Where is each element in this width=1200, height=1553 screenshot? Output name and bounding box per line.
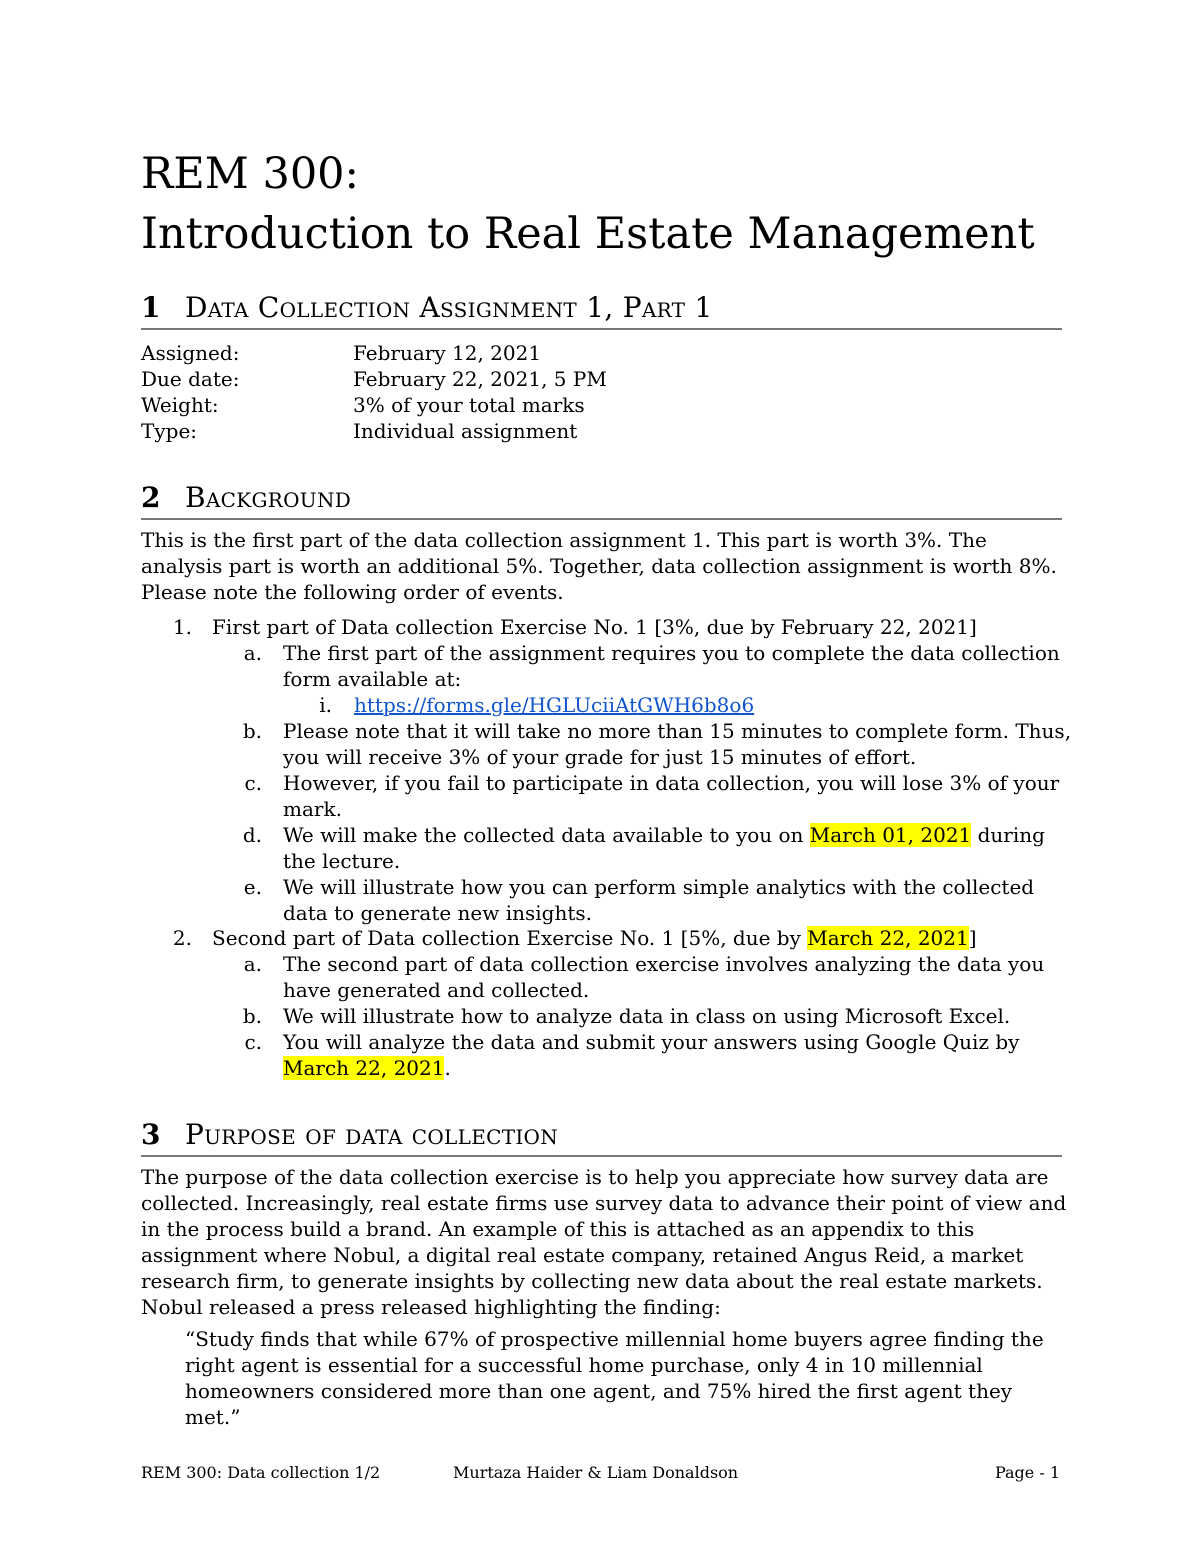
detail-value: Individual assignment — [353, 419, 578, 443]
list-marker: b. — [242, 719, 262, 743]
section-2-heading — [141, 480, 1062, 520]
section-2-number: 2 — [141, 481, 161, 514]
section-1-number: 1 — [141, 291, 161, 324]
text-run: ] — [968, 926, 977, 950]
paragraph-line: This is the first part of the data collection assignment 1. This part is worth 3%. The — [141, 528, 987, 552]
paragraph-line: assignment where Nobul, a digital real estate company, retained Angus Reid, a market — [141, 1243, 1024, 1267]
text-run: Second part of Data collection Exercise No. 1 [5%, due by — [212, 926, 808, 950]
highlighted-date: March 01, 2021 — [809, 823, 972, 847]
paragraph-line: Nobul released a press released highlighting the finding: — [141, 1295, 721, 1319]
list-item-text: First part of Data collection Exercise No. 1 [3%, due by February 22, 2021] — [212, 615, 977, 639]
paragraph-line: analysis part is worth an additional 5%. Together, data collection assignment is worth 8%. — [141, 554, 1057, 578]
detail-row-assigned — [141, 340, 607, 366]
list-marker: e. — [243, 875, 262, 899]
detail-value: February 12, 2021 — [353, 341, 542, 365]
list-marker: c. — [244, 1030, 262, 1054]
text-run: We will make the collected data available to you on — [283, 823, 810, 847]
background-paragraph — [141, 527, 1071, 605]
list-item-text — [283, 822, 1045, 848]
footer-authors: Murtaza Haider & Liam Donaldson — [453, 1463, 739, 1482]
title-line-2: Introduction to Real Estate Management — [141, 209, 1035, 259]
assignment-details — [141, 340, 607, 444]
section-1-title: Data Collection Assignment 1, Part 1 — [185, 291, 713, 324]
quote-line: homeowners considered more than one agent, and 75% hired the first agent they met.” — [185, 1379, 1013, 1429]
list-item-text: Please note that it will take no more than 15 minutes to complete form. Thus, — [283, 719, 1072, 743]
list-item-text: You will analyze the data and submit your answers using Google Quiz by — [283, 1030, 1020, 1054]
highlighted-date: March 22, 2021 — [283, 1056, 445, 1080]
footer-page-number: Page - 1 — [994, 1463, 1060, 1482]
list-item-text: We will illustrate how you can perform simple analytics with the collected — [283, 875, 1035, 899]
text-run: . — [444, 1056, 451, 1080]
paragraph-line: research firm, to generate insights by collecting new data about the real estate markets. — [141, 1269, 1043, 1293]
list-item-text: We will illustrate how to analyze data in class on using Microsoft Excel. — [283, 1004, 1011, 1028]
list-marker: b. — [242, 1004, 262, 1028]
detail-label: Type: — [141, 419, 198, 443]
list-marker: d. — [242, 823, 262, 847]
list-marker: c. — [244, 771, 262, 795]
list-item-text — [283, 1055, 1019, 1081]
detail-label: Weight: — [141, 393, 219, 417]
list-marker: 1. — [172, 615, 192, 639]
paragraph-line: Please note the following order of events. — [141, 580, 564, 604]
highlighted-date: March 22, 2021 — [807, 926, 969, 950]
form-link[interactable]: https://forms.gle/HGLUciiAtGWH6b8o6 — [354, 693, 755, 717]
list-marker: a. — [243, 952, 262, 976]
detail-label: Assigned: — [141, 341, 240, 365]
paragraph-line: in the process build a brand. An example of this is attached as an appendix to this — [141, 1217, 975, 1241]
title-line-1: REM 300: — [141, 149, 360, 199]
purpose-paragraph — [141, 1164, 1071, 1320]
list-item-text: The first part of the assignment requires you to complete the data collection — [283, 641, 1060, 665]
detail-row-type — [141, 418, 607, 444]
quote-line: “Study finds that while 67% of prospective millennial home buyers agree finding the — [185, 1327, 1044, 1351]
list-item-text: However, if you fail to participate in data collection, you will lose 3% of your — [283, 771, 1060, 795]
study-quote — [185, 1326, 1065, 1430]
list-item-text: the lecture. — [283, 849, 401, 873]
list-item-text: data to generate new insights. — [283, 901, 593, 925]
section-1-heading — [141, 290, 1062, 330]
detail-value: February 22, 2021, 5 PM — [353, 367, 607, 391]
list-item-text: mark. — [283, 797, 342, 821]
list-item-text — [212, 925, 977, 951]
detail-label: Due date: — [141, 367, 240, 391]
list-marker: 2. — [172, 926, 192, 950]
detail-value: 3% of your total marks — [353, 393, 585, 417]
detail-row-due-date — [141, 366, 607, 392]
list-marker: i. — [319, 693, 332, 717]
text-run: during — [971, 823, 1045, 847]
quote-line: right agent is essential for a successful home purchase, only 4 in 10 millennial — [185, 1353, 983, 1377]
detail-row-weight — [141, 392, 607, 418]
paragraph-line: The purpose of the data collection exercise is to help you appreciate how survey data are — [141, 1165, 1049, 1189]
document-title — [141, 144, 1035, 264]
section-3-title: Purpose of data collection — [185, 1118, 559, 1151]
list-item-text: form available at: — [283, 667, 462, 691]
list-item-text: The second part of data collection exercise involves analyzing the data you — [283, 952, 1045, 976]
list-marker: a. — [243, 641, 262, 665]
section-2-title: Background — [185, 481, 352, 514]
list-item-text: you will receive 3% of your grade for just 15 minutes of effort. — [283, 745, 917, 769]
section-3-heading — [141, 1117, 1062, 1157]
paragraph-line: collected. Increasingly, real estate firms use survey data to advance their point of view and — [141, 1191, 1067, 1215]
list-item-text: have generated and collected. — [283, 978, 590, 1002]
section-3-number: 3 — [141, 1118, 161, 1151]
footer-course: REM 300: Data collection 1/2 — [141, 1463, 381, 1482]
